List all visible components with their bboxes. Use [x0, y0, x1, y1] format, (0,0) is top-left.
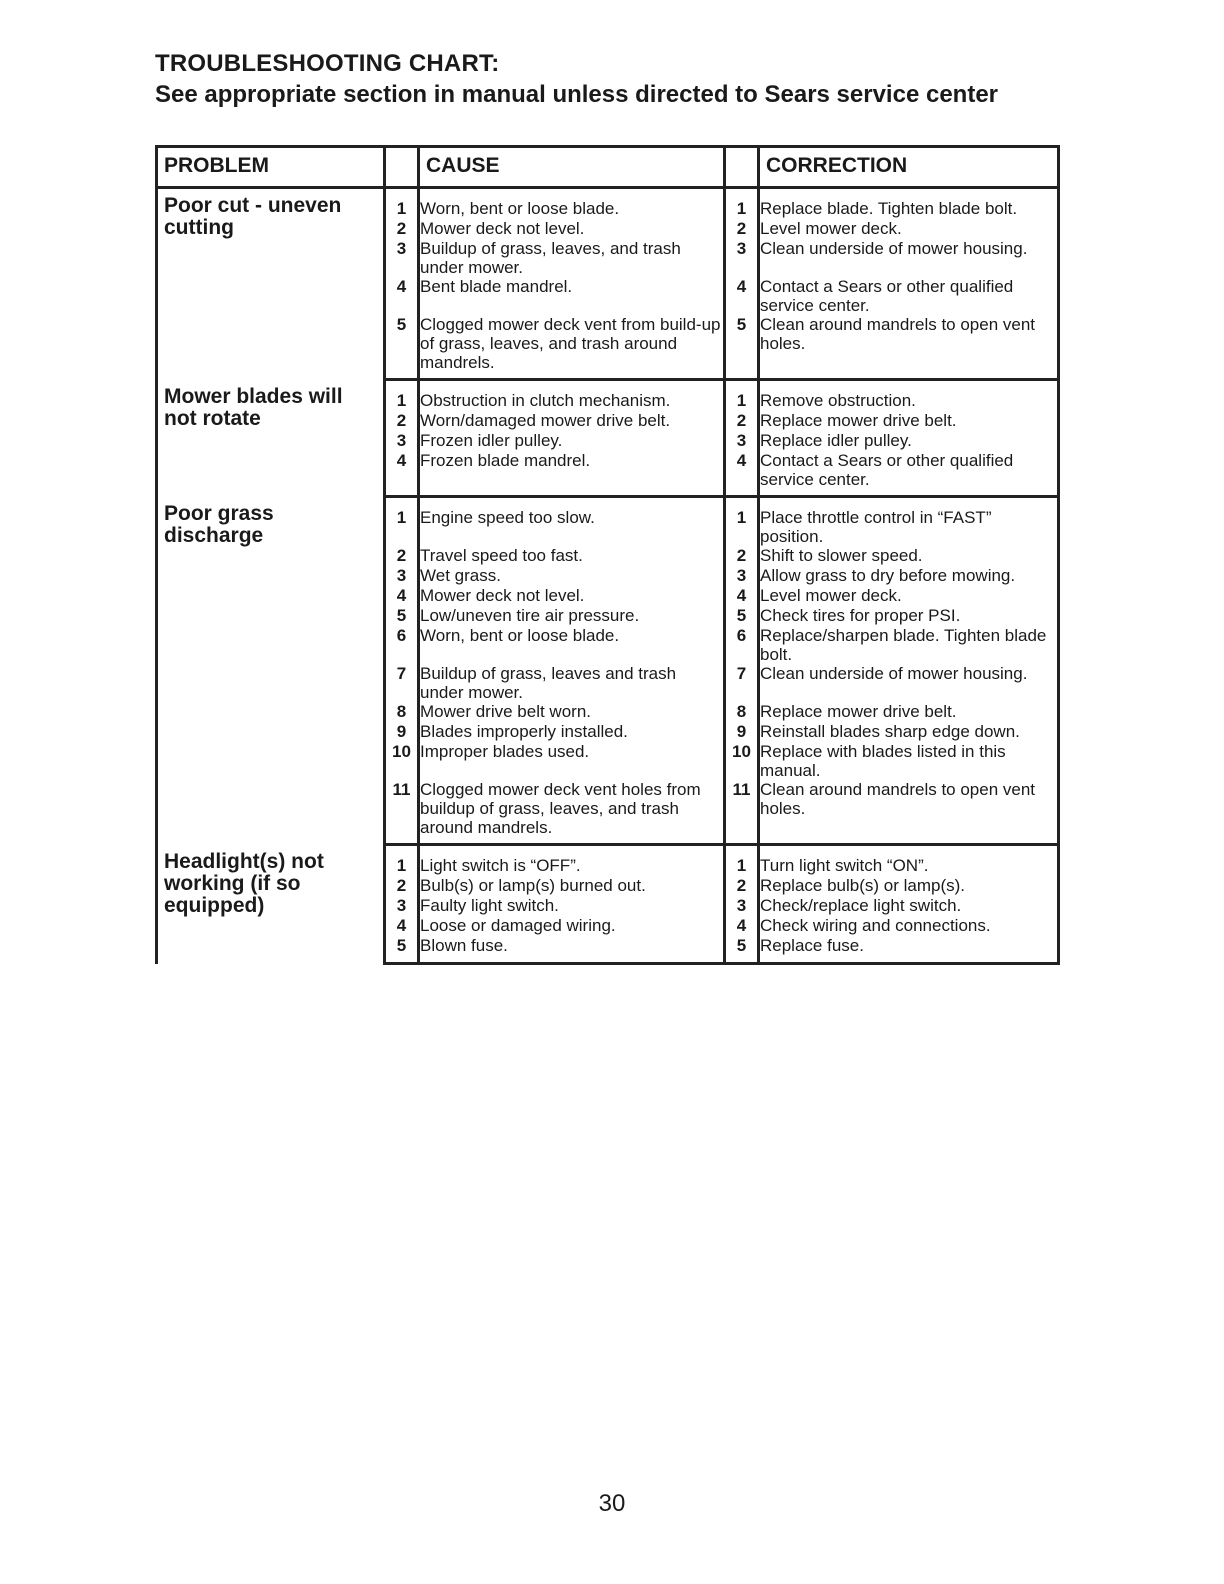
- cause-number: 3: [385, 431, 419, 451]
- correction-cell: Replace mower drive belt.: [759, 702, 1059, 722]
- chart-title: TROUBLESHOOTING CHART:: [155, 50, 500, 77]
- problem-cell: Headlight(s) not working (if so equipped): [157, 845, 385, 964]
- correction-number: 3: [725, 566, 759, 586]
- correction-number: 1: [725, 188, 759, 220]
- cause-number: 4: [385, 277, 419, 315]
- cause-cell: Blades improperly installed.: [419, 722, 725, 742]
- cause-cell: Low/uneven tire air pressure.: [419, 606, 725, 626]
- cause-cell: Bulb(s) or lamp(s) burned out.: [419, 876, 725, 896]
- correction-cell: Clean around mandrels to open vent holes.: [759, 780, 1059, 845]
- correction-number: 9: [725, 722, 759, 742]
- correction-cell: Shift to slower speed.: [759, 546, 1059, 566]
- table-row: [157, 845, 1059, 877]
- correction-number: 3: [725, 896, 759, 916]
- table-body: [157, 188, 1059, 964]
- cause-cell: Clogged mower deck vent holes from buildup of grass, leaves, and trash around mandrels.: [419, 780, 725, 845]
- problem-cell: Mower blades will not rotate: [157, 380, 385, 497]
- correction-cell: Clean underside of mower housing.: [759, 239, 1059, 277]
- correction-cell: Check tires for proper PSI.: [759, 606, 1059, 626]
- cause-number: 2: [385, 546, 419, 566]
- cause-number: 2: [385, 411, 419, 431]
- header-correction: CORRECTION: [759, 147, 1059, 188]
- correction-number: 1: [725, 380, 759, 412]
- correction-number: 4: [725, 277, 759, 315]
- correction-number: 8: [725, 702, 759, 722]
- correction-number: 4: [725, 451, 759, 497]
- correction-number: 3: [725, 431, 759, 451]
- correction-cell: Remove obstruction.: [759, 380, 1059, 412]
- cause-number: 3: [385, 239, 419, 277]
- correction-number: 5: [725, 936, 759, 964]
- cause-cell: Mower drive belt worn.: [419, 702, 725, 722]
- cause-cell: Wet grass.: [419, 566, 725, 586]
- correction-cell: Replace fuse.: [759, 936, 1059, 964]
- correction-number: 5: [725, 315, 759, 380]
- correction-number: 1: [725, 845, 759, 877]
- correction-number: 2: [725, 411, 759, 431]
- cause-cell: Frozen blade mandrel.: [419, 451, 725, 497]
- cause-cell: Light switch is “OFF”.: [419, 845, 725, 877]
- correction-cell: Check wiring and connections.: [759, 916, 1059, 936]
- correction-cell: Clean underside of mower housing.: [759, 664, 1059, 702]
- correction-cell: Reinstall blades sharp edge down.: [759, 722, 1059, 742]
- problem-cell: Poor cut - uneven cutting: [157, 188, 385, 380]
- table-row: [157, 188, 1059, 220]
- correction-cell: Replace bulb(s) or lamp(s).: [759, 876, 1059, 896]
- correction-number: 2: [725, 219, 759, 239]
- cause-cell: Worn, bent or loose blade.: [419, 626, 725, 664]
- correction-cell: Replace/sharpen blade. Tighten blade bolt.: [759, 626, 1059, 664]
- cause-number: 5: [385, 606, 419, 626]
- cause-number: 3: [385, 896, 419, 916]
- correction-number: 6: [725, 626, 759, 664]
- header-problem: PROBLEM: [157, 147, 385, 188]
- cause-cell: Blown fuse.: [419, 936, 725, 964]
- correction-cell: Turn light switch “ON”.: [759, 845, 1059, 877]
- correction-cell: Contact a Sears or other qualified service center.: [759, 277, 1059, 315]
- correction-cell: Replace with blades listed in this manual.: [759, 742, 1059, 780]
- cause-number: 1: [385, 497, 419, 547]
- correction-cell: Contact a Sears or other qualified service center.: [759, 451, 1059, 497]
- cause-number: 2: [385, 876, 419, 896]
- cause-cell: Worn/damaged mower drive belt.: [419, 411, 725, 431]
- cause-number: 1: [385, 845, 419, 877]
- cause-number: 3: [385, 566, 419, 586]
- cause-number: 4: [385, 586, 419, 606]
- page-number: 30: [598, 1490, 626, 1517]
- correction-cell: Level mower deck.: [759, 219, 1059, 239]
- cause-cell: Loose or damaged wiring.: [419, 916, 725, 936]
- correction-cell: Check/replace light switch.: [759, 896, 1059, 916]
- cause-number: 9: [385, 722, 419, 742]
- table-row: [157, 380, 1059, 412]
- troubleshooting-table: [155, 145, 1060, 965]
- header-cause: CAUSE: [419, 147, 725, 188]
- correction-cell: Replace mower drive belt.: [759, 411, 1059, 431]
- cause-cell: Engine speed too slow.: [419, 497, 725, 547]
- cause-cell: Mower deck not level.: [419, 586, 725, 606]
- cause-number: 1: [385, 380, 419, 412]
- correction-number: 2: [725, 876, 759, 896]
- cause-cell: Clogged mower deck vent from build-up of grass, leaves, and trash around mandrels.: [419, 315, 725, 380]
- correction-cell: Replace blade. Tighten blade bolt.: [759, 188, 1059, 220]
- cause-number: 2: [385, 219, 419, 239]
- header-cause-number: [385, 147, 419, 188]
- cause-cell: Buildup of grass, leaves and trash under mower.: [419, 664, 725, 702]
- chart-subtitle: See appropriate section in manual unless directed to Sears service center: [155, 81, 998, 108]
- correction-cell: Replace idler pulley.: [759, 431, 1059, 451]
- correction-cell: Allow grass to dry before mowing.: [759, 566, 1059, 586]
- correction-cell: Clean around mandrels to open vent holes.: [759, 315, 1059, 380]
- cause-number: 7: [385, 664, 419, 702]
- correction-number: 2: [725, 546, 759, 566]
- cause-cell: Frozen idler pulley.: [419, 431, 725, 451]
- cause-number: 5: [385, 936, 419, 964]
- correction-cell: Level mower deck.: [759, 586, 1059, 606]
- correction-number: 4: [725, 916, 759, 936]
- cause-number: 1: [385, 188, 419, 220]
- header-row: [157, 147, 1059, 188]
- correction-number: 5: [725, 606, 759, 626]
- cause-number: 8: [385, 702, 419, 722]
- cause-number: 5: [385, 315, 419, 380]
- cause-cell: Travel speed too fast.: [419, 546, 725, 566]
- correction-number: 4: [725, 586, 759, 606]
- cause-cell: Mower deck not level.: [419, 219, 725, 239]
- header-correction-number: [725, 147, 759, 188]
- correction-cell: Place throttle control in “FAST” position.: [759, 497, 1059, 547]
- cause-cell: Obstruction in clutch mechanism.: [419, 380, 725, 412]
- cause-number: 4: [385, 451, 419, 497]
- correction-number: 11: [725, 780, 759, 845]
- correction-number: 1: [725, 497, 759, 547]
- correction-number: 3: [725, 239, 759, 277]
- cause-cell: Buildup of grass, leaves, and trash under mower.: [419, 239, 725, 277]
- correction-number: 10: [725, 742, 759, 780]
- cause-cell: Improper blades used.: [419, 742, 725, 780]
- cause-cell: Faulty light switch.: [419, 896, 725, 916]
- cause-number: 10: [385, 742, 419, 780]
- cause-number: 6: [385, 626, 419, 664]
- cause-number: 11: [385, 780, 419, 845]
- table-row: [157, 497, 1059, 547]
- cause-cell: Worn, bent or loose blade.: [419, 188, 725, 220]
- problem-cell: Poor grass discharge: [157, 497, 385, 845]
- cause-cell: Bent blade mandrel.: [419, 277, 725, 315]
- correction-number: 7: [725, 664, 759, 702]
- cause-number: 4: [385, 916, 419, 936]
